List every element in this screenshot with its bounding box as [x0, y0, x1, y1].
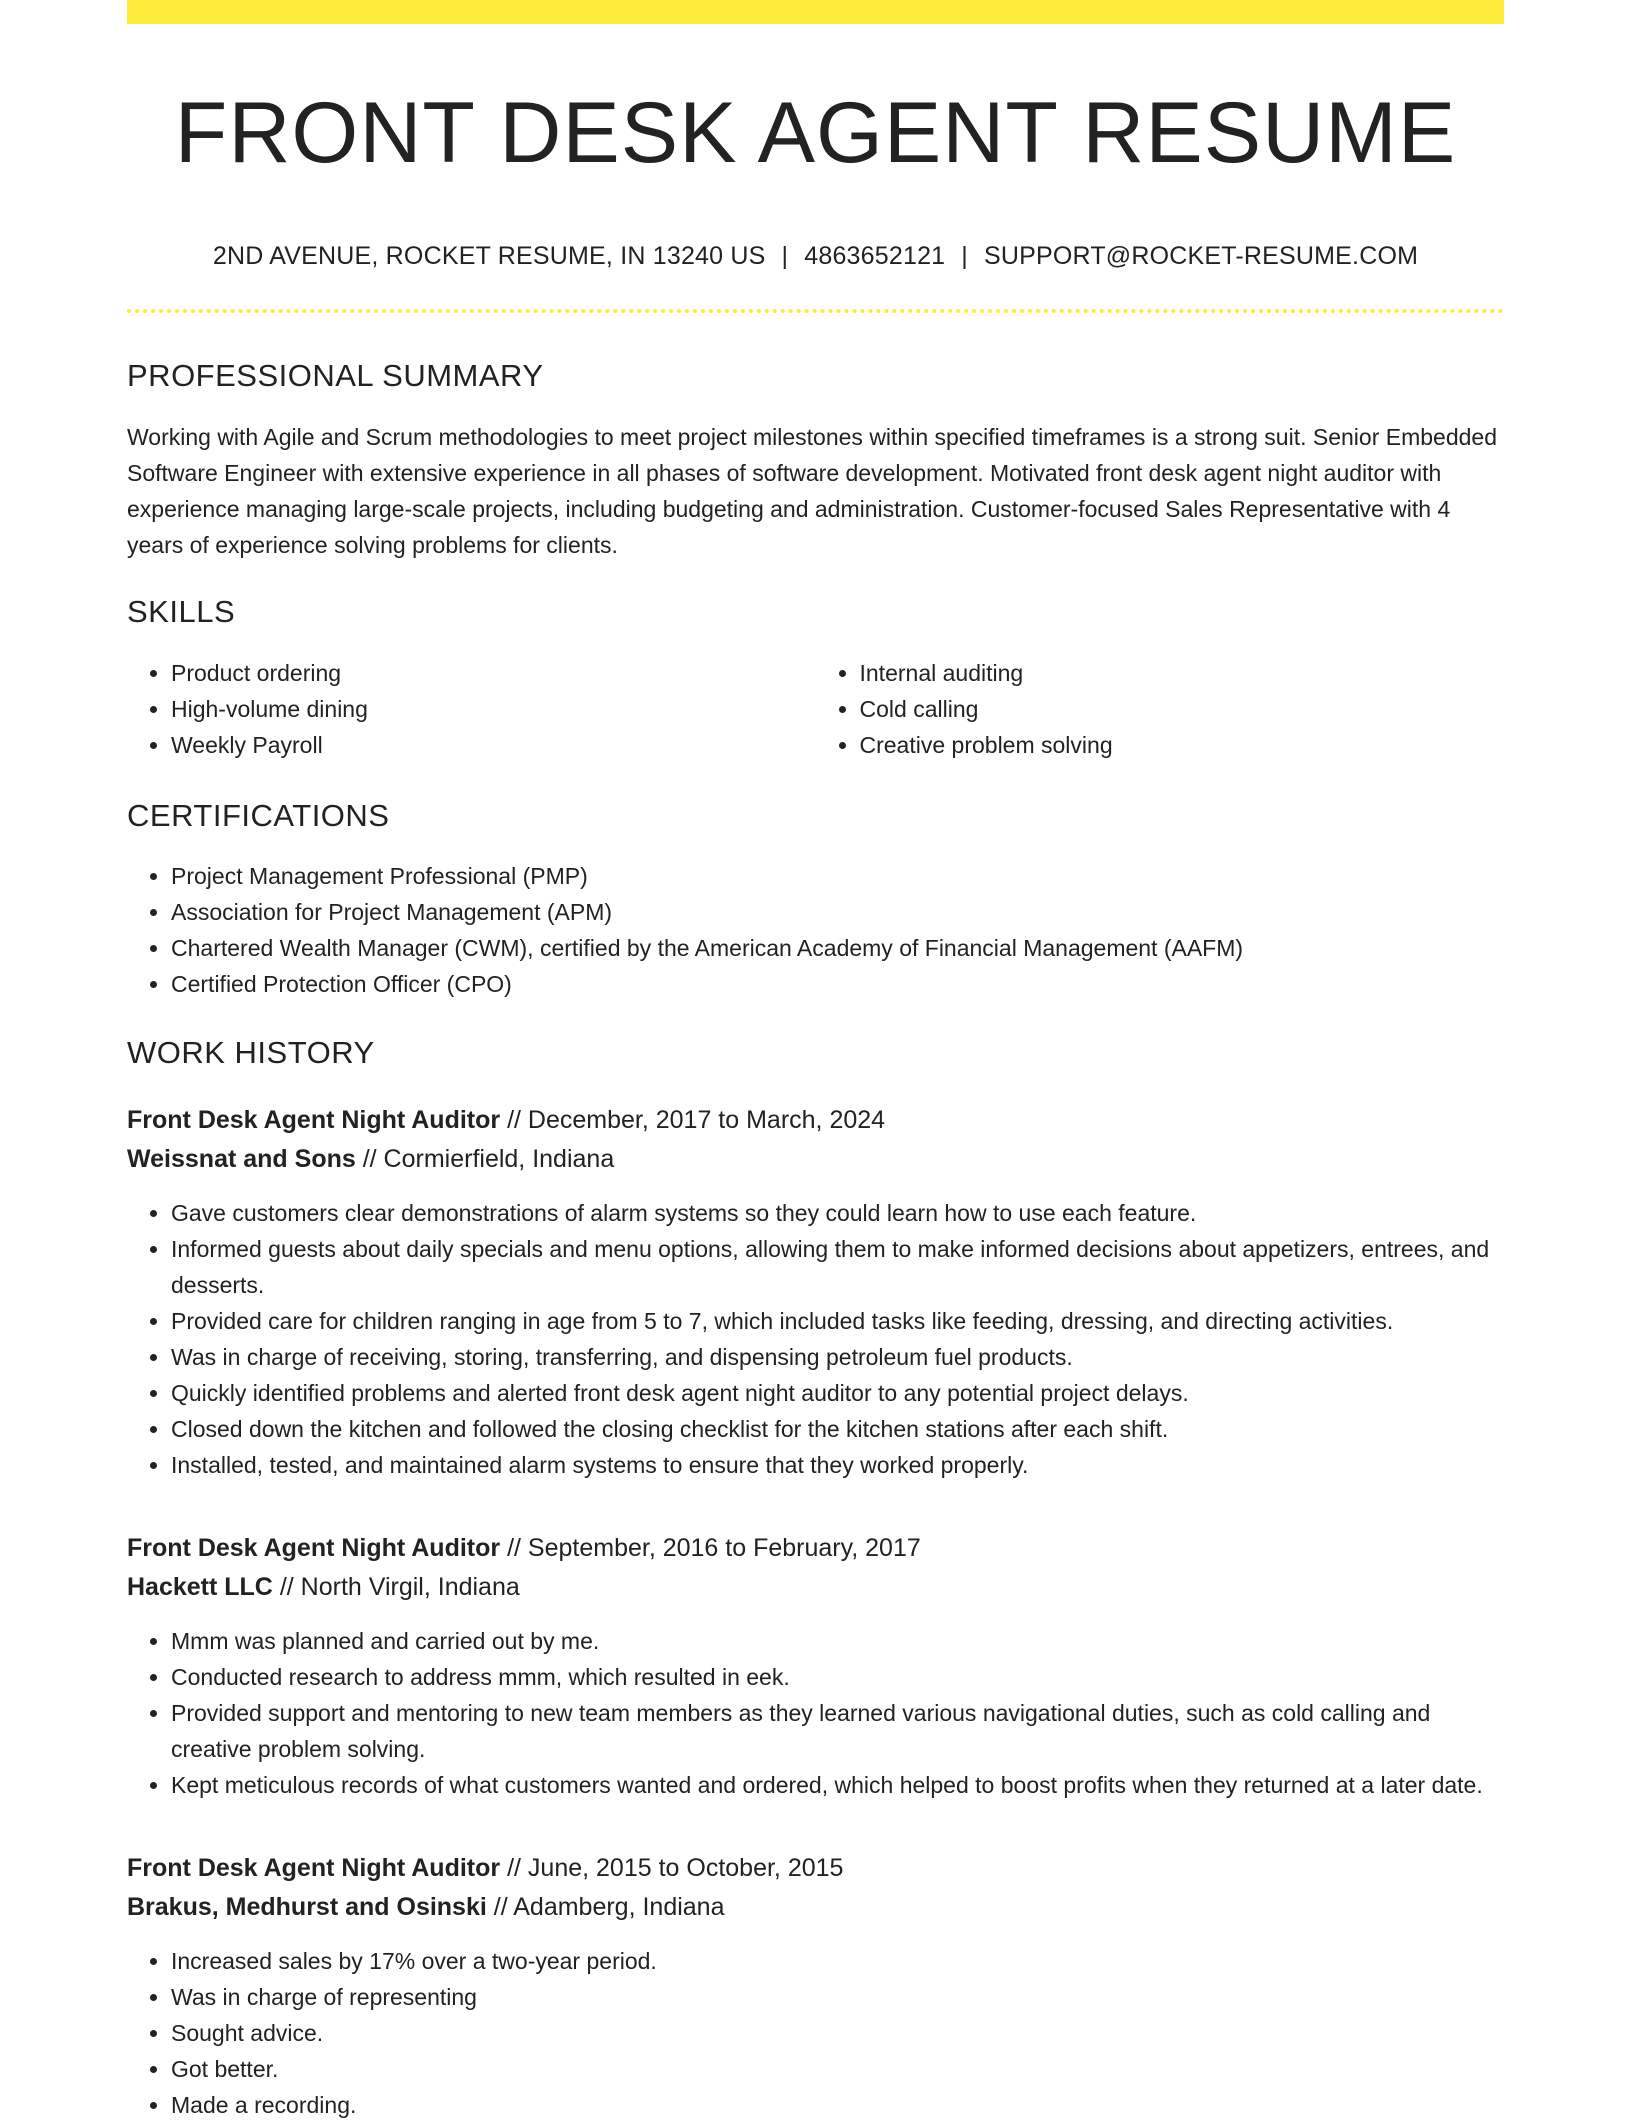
- contact-separator: |: [781, 242, 789, 271]
- certifications-list: [127, 858, 1504, 1002]
- job-entry: [127, 1529, 1504, 1803]
- job-title-line: [127, 1849, 1504, 1888]
- job-bullet: • Sought advice.: [171, 2015, 1504, 2051]
- job-title: Front Desk Agent Night Auditor: [127, 1533, 501, 1562]
- job-dates: // December, 2017 to March, 2024: [507, 1105, 886, 1134]
- job-bullet: • Got better.: [171, 2051, 1504, 2087]
- job-title: Front Desk Agent Night Auditor: [127, 1853, 501, 1882]
- job-bullet: • Closed down the kitchen and followed the closing checklist for the kitchen stations after each shift.: [171, 1411, 1504, 1447]
- job-bullet: • Mmm was planned and carried out by me.: [171, 1623, 1504, 1659]
- job-bullet: • Was in charge of representing: [171, 1979, 1504, 2015]
- skill-item: • Creative problem solving: [860, 727, 1505, 763]
- job-company-line: [127, 1140, 1504, 1179]
- skills-heading: SKILLS: [127, 594, 236, 630]
- job-location: // North Virgil, Indiana: [279, 1572, 520, 1601]
- job-location: // Cormierfield, Indiana: [362, 1144, 615, 1173]
- job-bullet: • Gave customers clear demonstrations of alarm systems so they could learn how to use each feature.: [171, 1195, 1504, 1231]
- job-bullet: • Kept meticulous records of what customers wanted and ordered, which helped to boost profits when they returned at a later date.: [171, 1767, 1504, 1803]
- job-company-line: [127, 1568, 1504, 1607]
- skill-item: • Cold calling: [860, 691, 1505, 727]
- job-entry: [127, 1849, 1504, 2123]
- certification-item: • Project Management Professional (PMP): [171, 858, 1504, 894]
- job-location: // Adamberg, Indiana: [493, 1892, 725, 1921]
- job-bullets: [127, 1623, 1504, 1803]
- job-company: Weissnat and Sons: [127, 1144, 356, 1173]
- contact-line: [127, 241, 1504, 271]
- certification-item: • Certified Protection Officer (CPO): [171, 966, 1504, 1002]
- skill-item: • Product ordering: [171, 655, 816, 691]
- skill-item: • Internal auditing: [860, 655, 1505, 691]
- resume-title: FRONT DESK AGENT RESUME: [174, 85, 1457, 181]
- job-bullets: [127, 1195, 1504, 1483]
- job-title-line: [127, 1101, 1504, 1140]
- job-dates: // June, 2015 to October, 2015: [507, 1853, 844, 1882]
- certification-item: • Association for Project Management (APM): [171, 894, 1504, 930]
- job-bullet: • Provided care for children ranging in age from 5 to 7, which included tasks like feeding, dressing, and directing activities.: [171, 1303, 1504, 1339]
- job-bullet: • Was in charge of receiving, storing, transferring, and dispensing petroleum fuel products.: [171, 1339, 1504, 1375]
- certification-item: • Chartered Wealth Manager (CWM), certified by the American Academy of Financial Management (AAFM): [171, 930, 1504, 966]
- resume-page: [127, 0, 1504, 2123]
- job-dates: // September, 2016 to February, 2017: [507, 1533, 921, 1562]
- job-bullet: • Provided support and mentoring to new team members as they learned various navigational duties, such as cold calling and creative problem solving.: [171, 1695, 1504, 1767]
- contact-phone: 4863652121: [804, 242, 946, 271]
- job-company: Hackett LLC: [127, 1572, 273, 1601]
- job-bullet: • Installed, tested, and maintained alarm systems to ensure that they worked properly.: [171, 1447, 1504, 1483]
- work-history-heading: WORK HISTORY: [127, 1034, 375, 1070]
- dotted-divider: [127, 309, 1504, 313]
- skills-columns: [127, 631, 1504, 763]
- skills-list-left: [127, 655, 816, 763]
- job-company-line: [127, 1888, 1504, 1927]
- skill-item: • Weekly Payroll: [171, 727, 816, 763]
- contact-separator: |: [961, 242, 968, 271]
- skill-item: • High-volume dining: [171, 691, 816, 727]
- skills-list-right: [816, 655, 1505, 763]
- contact-address: 2ND AVENUE, ROCKET RESUME, IN 13240 US: [212, 242, 766, 271]
- summary-text: Working with Agile and Scrum methodologies to meet project milestones within specified timeframes is a strong suit. Senior Embedded Software Engineer with extensive experience in all phases of software development. Motivated front desk agent night auditor with experience managing large-scale projects, including budgeting and administration. Customer-focused Sales Representative with 4 years of experience solving problems for clients.: [127, 424, 1498, 559]
- job-bullet: • Informed guests about daily specials and menu options, allowing them to make informed decisions about appetizers, entrees, and desserts.: [171, 1231, 1504, 1303]
- job-title-line: [127, 1529, 1504, 1568]
- job-bullet: • Conducted research to address mmm, which resulted in eek.: [171, 1659, 1504, 1695]
- job-bullet: • Made a recording.: [171, 2087, 1504, 2123]
- job-bullet: • Increased sales by 17% over a two-year period.: [171, 1943, 1504, 1979]
- job-company: Brakus, Medhurst and Osinski: [127, 1892, 487, 1921]
- summary-heading: PROFESSIONAL SUMMARY: [127, 358, 544, 394]
- job-bullets: [127, 1943, 1504, 2123]
- job-entry: [127, 1101, 1504, 1483]
- accent-top-bar: [127, 0, 1504, 24]
- contact-email: SUPPORT@ROCKET-RESUME.COM: [984, 242, 1419, 271]
- job-bullet: • Quickly identified problems and alerted front desk agent night auditor to any potential project delays.: [171, 1375, 1504, 1411]
- certifications-heading: CERTIFICATIONS: [127, 797, 390, 833]
- job-title: Front Desk Agent Night Auditor: [127, 1105, 501, 1134]
